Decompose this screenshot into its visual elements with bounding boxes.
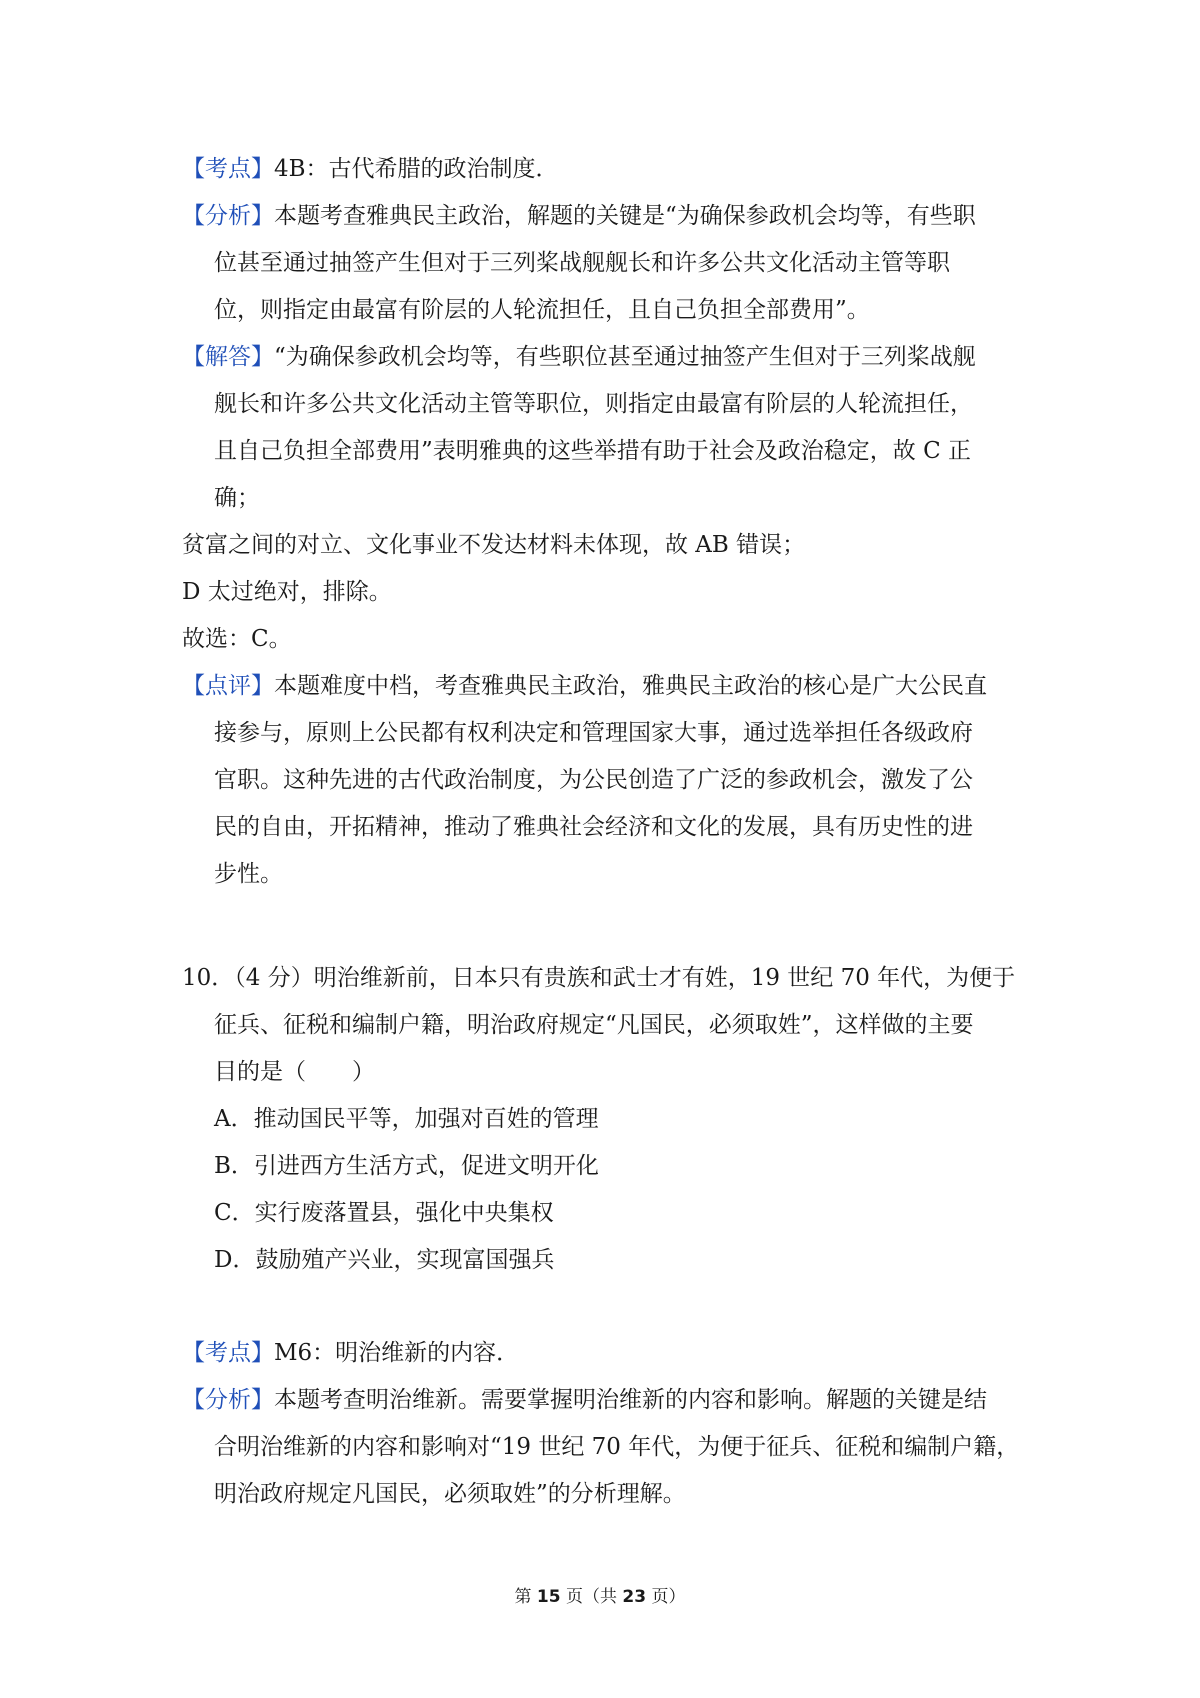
jieda-tag: 【解答】 bbox=[182, 344, 274, 370]
dianping-text: 本题难度中档，考查雅典民主政治，雅典民主政治的核心是广大公民直 bbox=[274, 673, 987, 699]
fenxi-tag: 【分析】 bbox=[182, 203, 274, 229]
fenxi-text-line: 位，则指定由最富有阶层的人轮流担任，且自己负担全部费用”。 bbox=[214, 297, 870, 323]
dianping-text-line: 步性。 bbox=[214, 861, 283, 887]
jieda-line-1 bbox=[182, 334, 976, 381]
jieda-text: “为确保参政机会均等，有些职位甚至通过抽签产生但对于三列桨战舰 bbox=[274, 344, 976, 370]
fenxi-text-line: 位甚至通过抽签产生但对于三列桨战舰舰长和许多公共文化活动主管等职 bbox=[214, 250, 950, 276]
plain-line: D 太过绝对，排除。 bbox=[182, 579, 392, 605]
page-footer bbox=[0, 1582, 1200, 1607]
dianping-line-1 bbox=[182, 663, 987, 710]
footer-total-pages: 23 bbox=[622, 1587, 647, 1607]
kaodian-tag: 【考点】 bbox=[182, 1340, 274, 1366]
question-stem-line: 目的是（ ） bbox=[214, 1059, 375, 1085]
dianping-text-line: 接参与，原则上公民都有权利决定和管理国家大事，通过选举担任各级政府 bbox=[214, 720, 973, 746]
fenxi-text: 本题考查雅典民主政治，解题的关键是“为确保参政机会均等，有些职 bbox=[274, 203, 976, 229]
fenxi-line-2 bbox=[182, 1377, 987, 1424]
option-a: A．推动国民平等，加强对百姓的管理 bbox=[214, 1106, 599, 1132]
footer-prefix: 第 bbox=[514, 1587, 532, 1607]
footer-suffix: 页） bbox=[651, 1587, 686, 1607]
fenxi-text-line: 明治政府规定凡国民，必须取姓”的分析理解。 bbox=[214, 1481, 686, 1507]
dianping-tag: 【点评】 bbox=[182, 673, 274, 699]
question-stem-line: 征兵、征税和编制户籍，明治政府规定“凡国民，必须取姓”，这样做的主要 bbox=[214, 1012, 974, 1038]
jieda-text-line: 舰长和许多公共文化活动主管等职位，则指定由最富有阶层的人轮流担任， bbox=[214, 391, 973, 417]
option-d: D．鼓励殖产兴业，实现富国强兵 bbox=[214, 1247, 555, 1273]
kaodian-text: M6：明治维新的内容． bbox=[274, 1340, 520, 1366]
kaodian-line-2 bbox=[182, 1330, 519, 1377]
dianping-text-line: 官职。这种先进的古代政治制度，为公民创造了广泛的参政机会，激发了公 bbox=[214, 767, 973, 793]
fenxi-text-line: 合明治维新的内容和影响对“19 世纪 70 年代，为便于征兵、征税和编制户籍， bbox=[214, 1434, 1020, 1460]
fenxi-line-1 bbox=[182, 193, 976, 240]
dianping-text-line: 民的自由，开拓精神，推动了雅典社会经济和文化的发展，具有历史性的进 bbox=[214, 814, 973, 840]
footer-middle: 页（共 bbox=[566, 1587, 617, 1607]
option-c: C．实行废落置县，强化中央集权 bbox=[214, 1200, 554, 1226]
fenxi-text: 本题考查明治维新。需要掌握明治维新的内容和影响。解题的关键是结 bbox=[274, 1387, 987, 1413]
footer-page-number: 15 bbox=[536, 1587, 561, 1607]
kaodian-tag: 【考点】 bbox=[182, 156, 274, 182]
plain-line: 贫富之间的对立、文化事业不发达材料未体现，故 AB 错误； bbox=[182, 532, 806, 558]
option-b: B．引进西方生活方式，促进文明开化 bbox=[214, 1153, 599, 1179]
fenxi-tag: 【分析】 bbox=[182, 1387, 274, 1413]
jieda-text-line: 确； bbox=[214, 485, 260, 511]
kaodian-text: 4B：古代希腊的政治制度． bbox=[274, 156, 559, 182]
plain-line: 故选：C。 bbox=[182, 626, 292, 652]
question-stem-line: 10．（4 分）明治维新前，日本只有贵族和武士才有姓，19 世纪 70 年代，为便于 bbox=[182, 965, 1016, 991]
jieda-text-line: 且自己负担全部费用”表明雅典的这些举措有助于社会及政治稳定，故 C 正 bbox=[214, 438, 971, 464]
kaodian-line-1 bbox=[182, 146, 559, 193]
